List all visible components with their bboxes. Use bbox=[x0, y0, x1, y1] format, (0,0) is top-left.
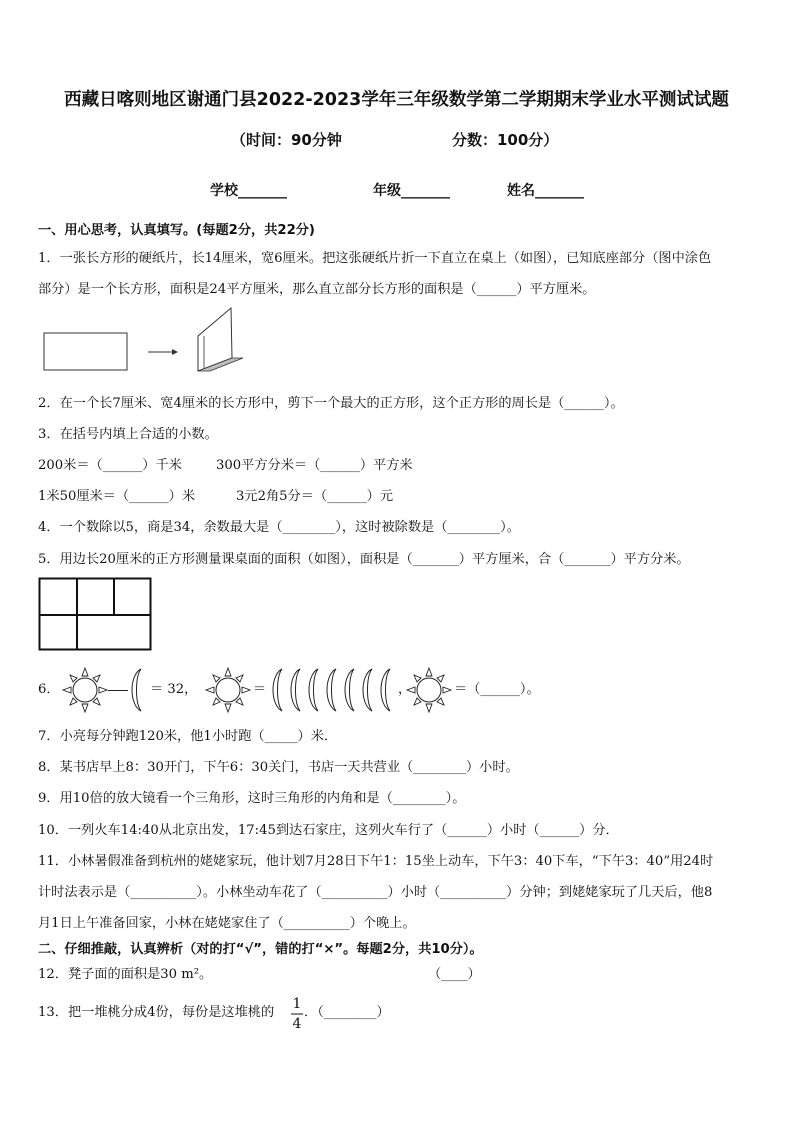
question-11-line-1: 11．小林暑假准备到杭州的姥姥家玩，他计划7月28日下午1：15坐上动车，下午3：40下车，“下午3：40”用24时 bbox=[38, 854, 714, 869]
question-3d: 3元2角5分＝（______）元 bbox=[236, 489, 394, 504]
grade-field: 年级_______ bbox=[373, 183, 450, 199]
sun-icon bbox=[205, 667, 251, 713]
question-13-text: 13．把一堆桃分成4份，每份是这堆桃的 bbox=[38, 1005, 275, 1020]
question-6-label: 6． bbox=[38, 682, 60, 697]
sun-icon bbox=[406, 667, 452, 713]
question-1-line-1: 1．一张长方形的硬纸片，长14厘米，宽6厘米。把这张硬纸片折一下直立在桌上（如图），已知底座部分（图中涂色 bbox=[38, 251, 712, 266]
question-3c: 1米50厘米＝（______）米 bbox=[38, 489, 196, 504]
name-field: 姓名_______ bbox=[507, 183, 584, 199]
exam-score: 分数：100分） bbox=[452, 131, 559, 149]
exam-time: （时间：90分钟 bbox=[231, 131, 342, 149]
question-12: 12．凳子面的面积是30 m²。 bbox=[38, 967, 213, 982]
fraction-numerator: 1 bbox=[292, 996, 302, 1012]
question-3: 3．在括号内填上合适的小数。 bbox=[38, 427, 218, 442]
question-6-equation-1: ＝ 32， bbox=[150, 682, 198, 697]
fraction-bar bbox=[291, 1013, 303, 1015]
section-1-heading: 一、用心思考，认真填写。(每题2分，共22分) bbox=[38, 223, 315, 238]
question-6-comma: ， bbox=[398, 682, 412, 697]
desk-grid-figure bbox=[38, 577, 154, 653]
question-4: 4．一个数除以5，商是34，余数最大是（________），这时被除数是（________）。 bbox=[38, 520, 520, 535]
question-1-line-2: 部分）是一个长方形，面积是24平方厘米，那么直立部分长方形的面积是（______）平方厘米。 bbox=[38, 282, 596, 297]
moon-icon bbox=[127, 667, 149, 713]
section-2-heading: 二、仔细推敲，认真辨析（对的打“√”，错的打“×”。每题2分，共10分）。 bbox=[38, 942, 483, 957]
exam-title: 西藏日喀则地区谢通门县2022-2023学年三年级数学第二学期期末学业水平测试试题 bbox=[64, 90, 729, 110]
question-7: 7．小亮每分钟跑120米，他1小时跑（_____）米． bbox=[38, 729, 338, 744]
question-9: 9．用10倍的放大镜看一个三角形，这时三角形的内角和是（________）。 bbox=[38, 791, 466, 806]
question-2: 2．在一个长7厘米、宽4厘米的长方形中，剪下一个最大的正方形，这个正方形的周长是（______）。 bbox=[38, 396, 624, 411]
fraction-denominator: 4 bbox=[292, 1016, 302, 1032]
question-13-answer: ．（________） bbox=[304, 1005, 390, 1020]
question-11-line-3: 月1日上午准备回家，小林在姥姥家住了（__________）个晚上。 bbox=[38, 916, 416, 931]
question-6-equation-3: ＝（______）。 bbox=[454, 682, 540, 697]
question-3a: 200米＝（______）千米 bbox=[38, 458, 182, 473]
sun-icon bbox=[62, 667, 108, 713]
school-field: 学校_______ bbox=[210, 183, 287, 199]
cardboard-fold-figure bbox=[40, 305, 250, 375]
question-11-line-2: 计时法表示是（__________）。小林坐动车花了（__________）小时（__________）分钟；到姥姥家玩了几天后，他8 bbox=[38, 885, 713, 900]
moon-row-icon bbox=[266, 667, 396, 713]
question-5: 5．用边长20厘米的正方形测量课桌面的面积（如图），面积是（_______）平方厘米，合（_______）平方分米。 bbox=[38, 552, 690, 567]
question-10: 10．一列火车14:40从北京出发，17:45到达石家庄，这列火车行了（______）小时（______）分． bbox=[38, 823, 619, 838]
question-6-equation-2: ＝ bbox=[253, 682, 267, 697]
question-3b: 300平方分米＝（______）平方米 bbox=[216, 458, 413, 473]
question-8: 8．某书店早上8：30开门，下午6：30关门，书店一天共营业（________）小时。 bbox=[38, 760, 519, 775]
question-12-answer-blank: （____） bbox=[428, 967, 481, 982]
minus-sign bbox=[108, 689, 128, 693]
